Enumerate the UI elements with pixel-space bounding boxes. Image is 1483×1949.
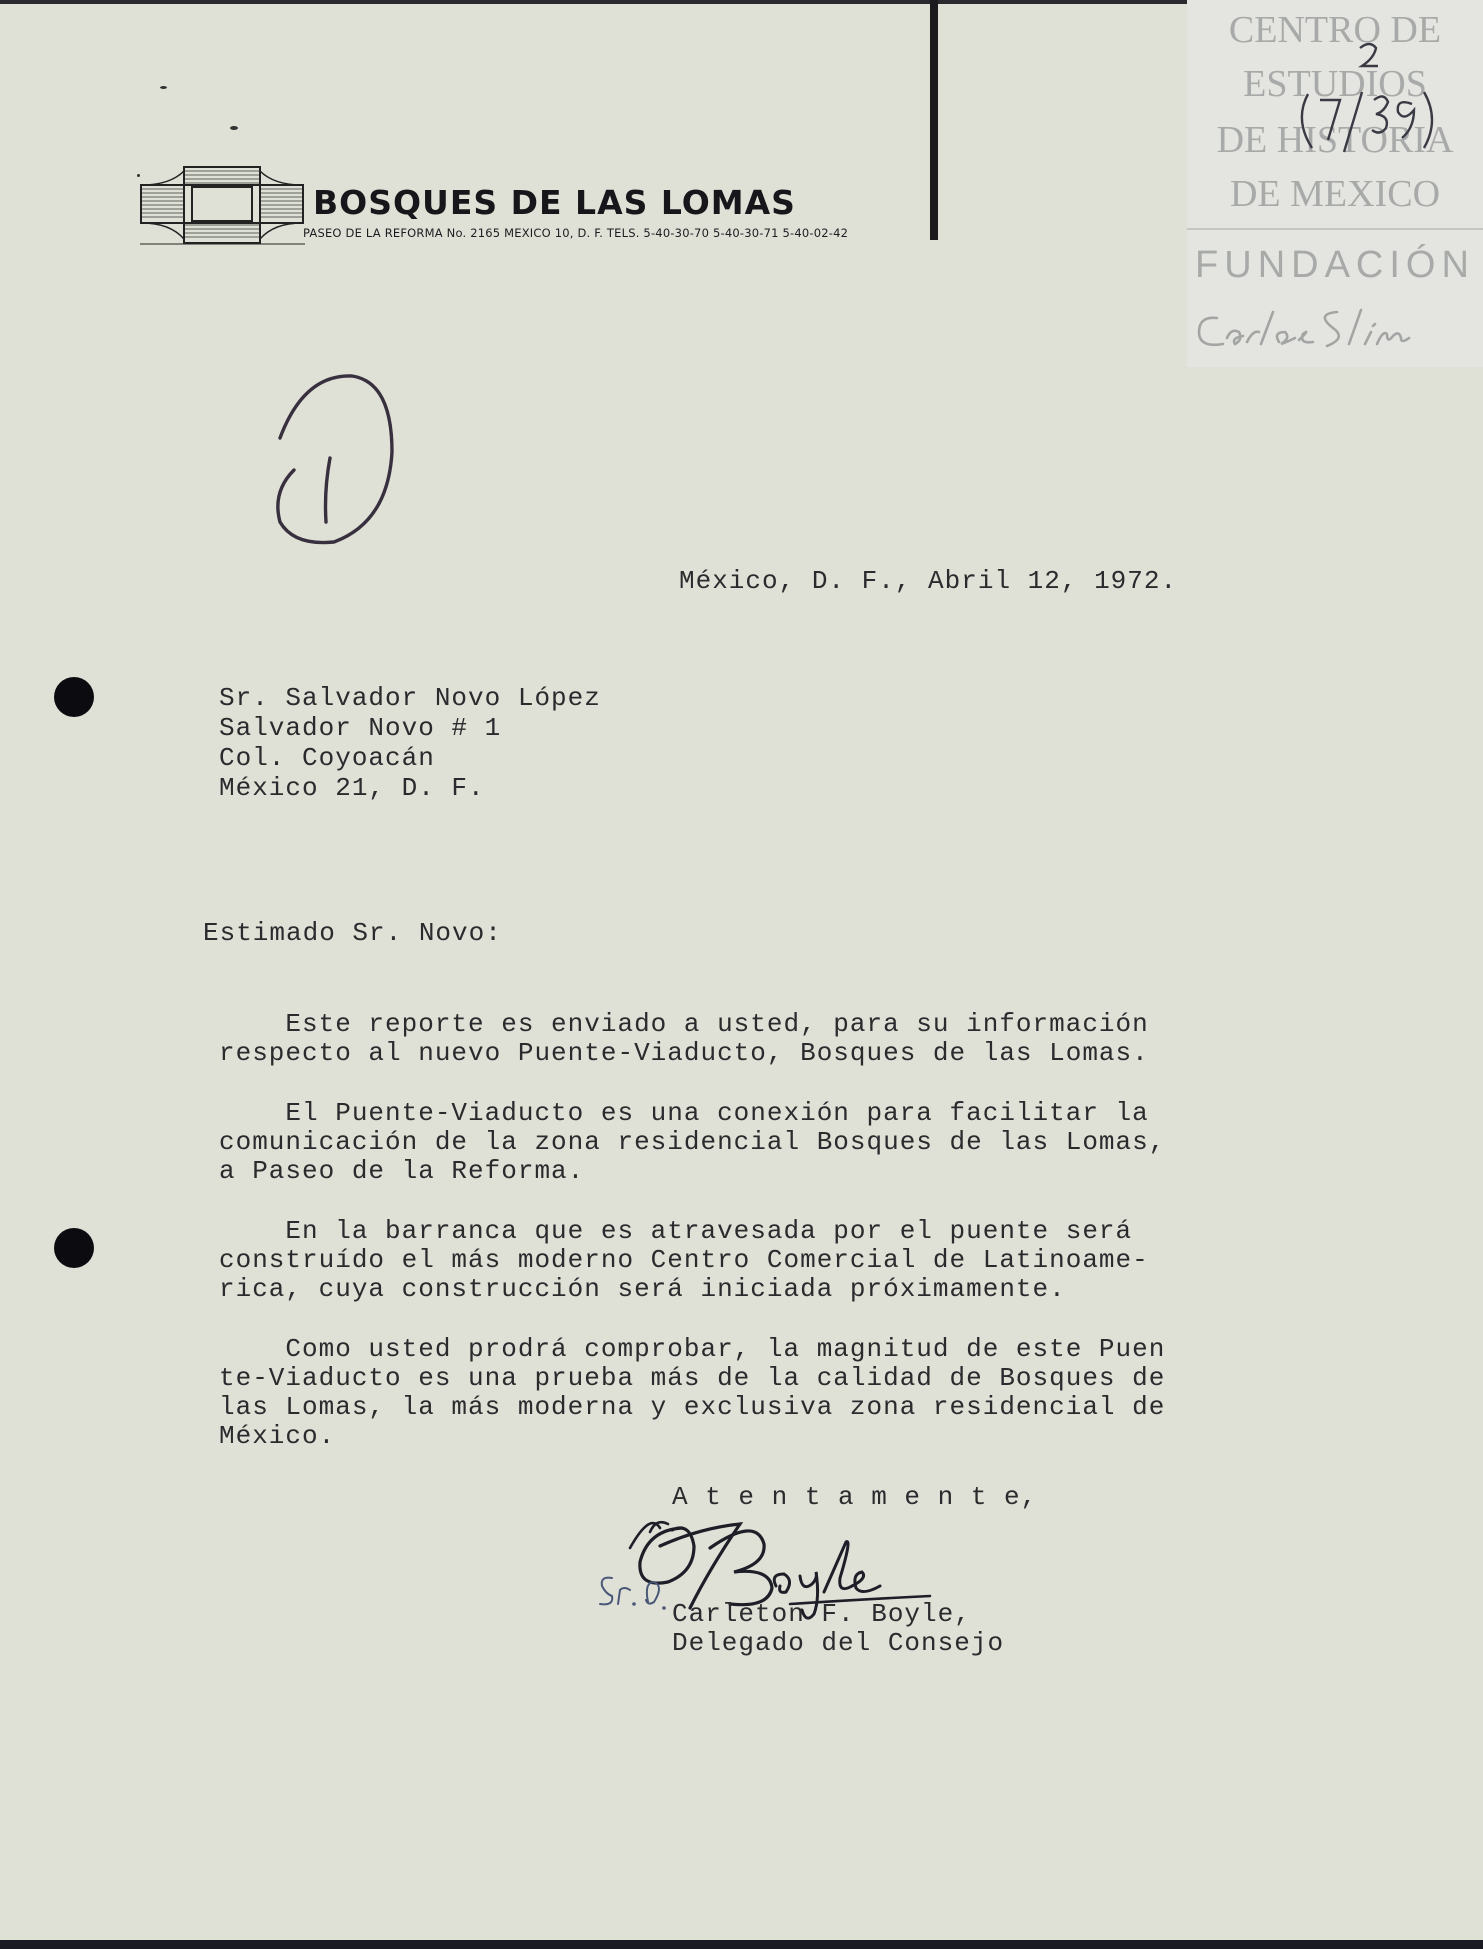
stamp-line-3: DE HISTORIA — [1216, 119, 1454, 161]
signer-title: Delegado del Consejo — [672, 1628, 1005, 1658]
salutation: Estimado Sr. Novo: — [203, 918, 502, 948]
letter-date: México, D. F., Abril 12, 1972. — [679, 566, 1178, 596]
paragraph-2-line-2: comunicación de la zona residencial Bosques de las Lomas, — [219, 1127, 1166, 1157]
handwritten-circled-mark — [266, 372, 402, 548]
handwritten-initials-note — [594, 1568, 674, 1618]
paragraph-4-line-4: México. — [219, 1421, 336, 1451]
company-name: BOSQUES DE LAS LOMAS — [313, 183, 796, 222]
stamp-foundation: FUNDACIÓN — [1195, 244, 1475, 286]
recipient-line-3: Col. Coyoacán — [219, 743, 435, 773]
paragraph-1-line-2: respecto al nuevo Puente-Viaducto, Bosques de las Lomas. — [219, 1038, 1149, 1068]
signer-name: Carleton F. Boyle, — [672, 1599, 971, 1629]
punch-hole-upper — [54, 677, 94, 717]
scan-bottom-edge — [0, 1940, 1483, 1949]
stamp-line-4: DE MEXICO — [1229, 173, 1441, 215]
stamp-signature-carlos-slim — [1187, 298, 1483, 360]
paragraph-3-line-1: En la barranca que es atravesada por el puente será — [219, 1216, 1133, 1246]
stamp-divider — [1187, 228, 1483, 230]
paragraph-4-line-2: te-Viaducto es una prueba más de la calidad de Bosques de — [219, 1363, 1166, 1393]
stamp-line-1: CENTRO DE — [1228, 9, 1442, 51]
paragraph-4-line-1: Como usted prodrá comprobar, la magnitud de este Puen — [219, 1334, 1166, 1364]
paragraph-4-line-3: las Lomas, la más moderna y exclusiva zona residencial de — [219, 1392, 1166, 1422]
paragraph-1-line-1: Este reporte es enviado a usted, para su información — [219, 1009, 1149, 1039]
handwritten-archive-reference — [1288, 40, 1448, 160]
paragraph-3-line-2: construído el más moderno Centro Comercial de Latinoame- — [219, 1245, 1149, 1275]
paragraph-3-line-3: rica, cuya construcción será iniciada próximamente. — [219, 1274, 1066, 1304]
recipient-line-4: México 21, D. F. — [219, 773, 485, 803]
closing: A t e n t a m e n t e, — [672, 1482, 1038, 1512]
letterhead-vertical-rule — [930, 0, 938, 240]
paper-speck — [160, 86, 167, 89]
paper-speck — [230, 126, 238, 130]
paragraph-2-line-3: a Paseo de la Reforma. — [219, 1156, 585, 1186]
stamp-line-2: ESTUDIOS — [1243, 63, 1427, 105]
company-address: PASEO DE LA REFORMA No. 2165 MEXICO 10, D. F. TELS. 5-40-30-70 5-40-30-71 5-40-02-42 — [303, 226, 849, 240]
recipient-line-1: Sr. Salvador Novo López — [219, 683, 601, 713]
company-logo — [140, 165, 305, 245]
paragraph-2-line-1: El Puente-Viaducto es una conexión para facilitar la — [219, 1098, 1149, 1128]
recipient-line-2: Salvador Novo # 1 — [219, 713, 502, 743]
punch-hole-lower — [54, 1228, 94, 1268]
paper-speck — [137, 174, 140, 177]
